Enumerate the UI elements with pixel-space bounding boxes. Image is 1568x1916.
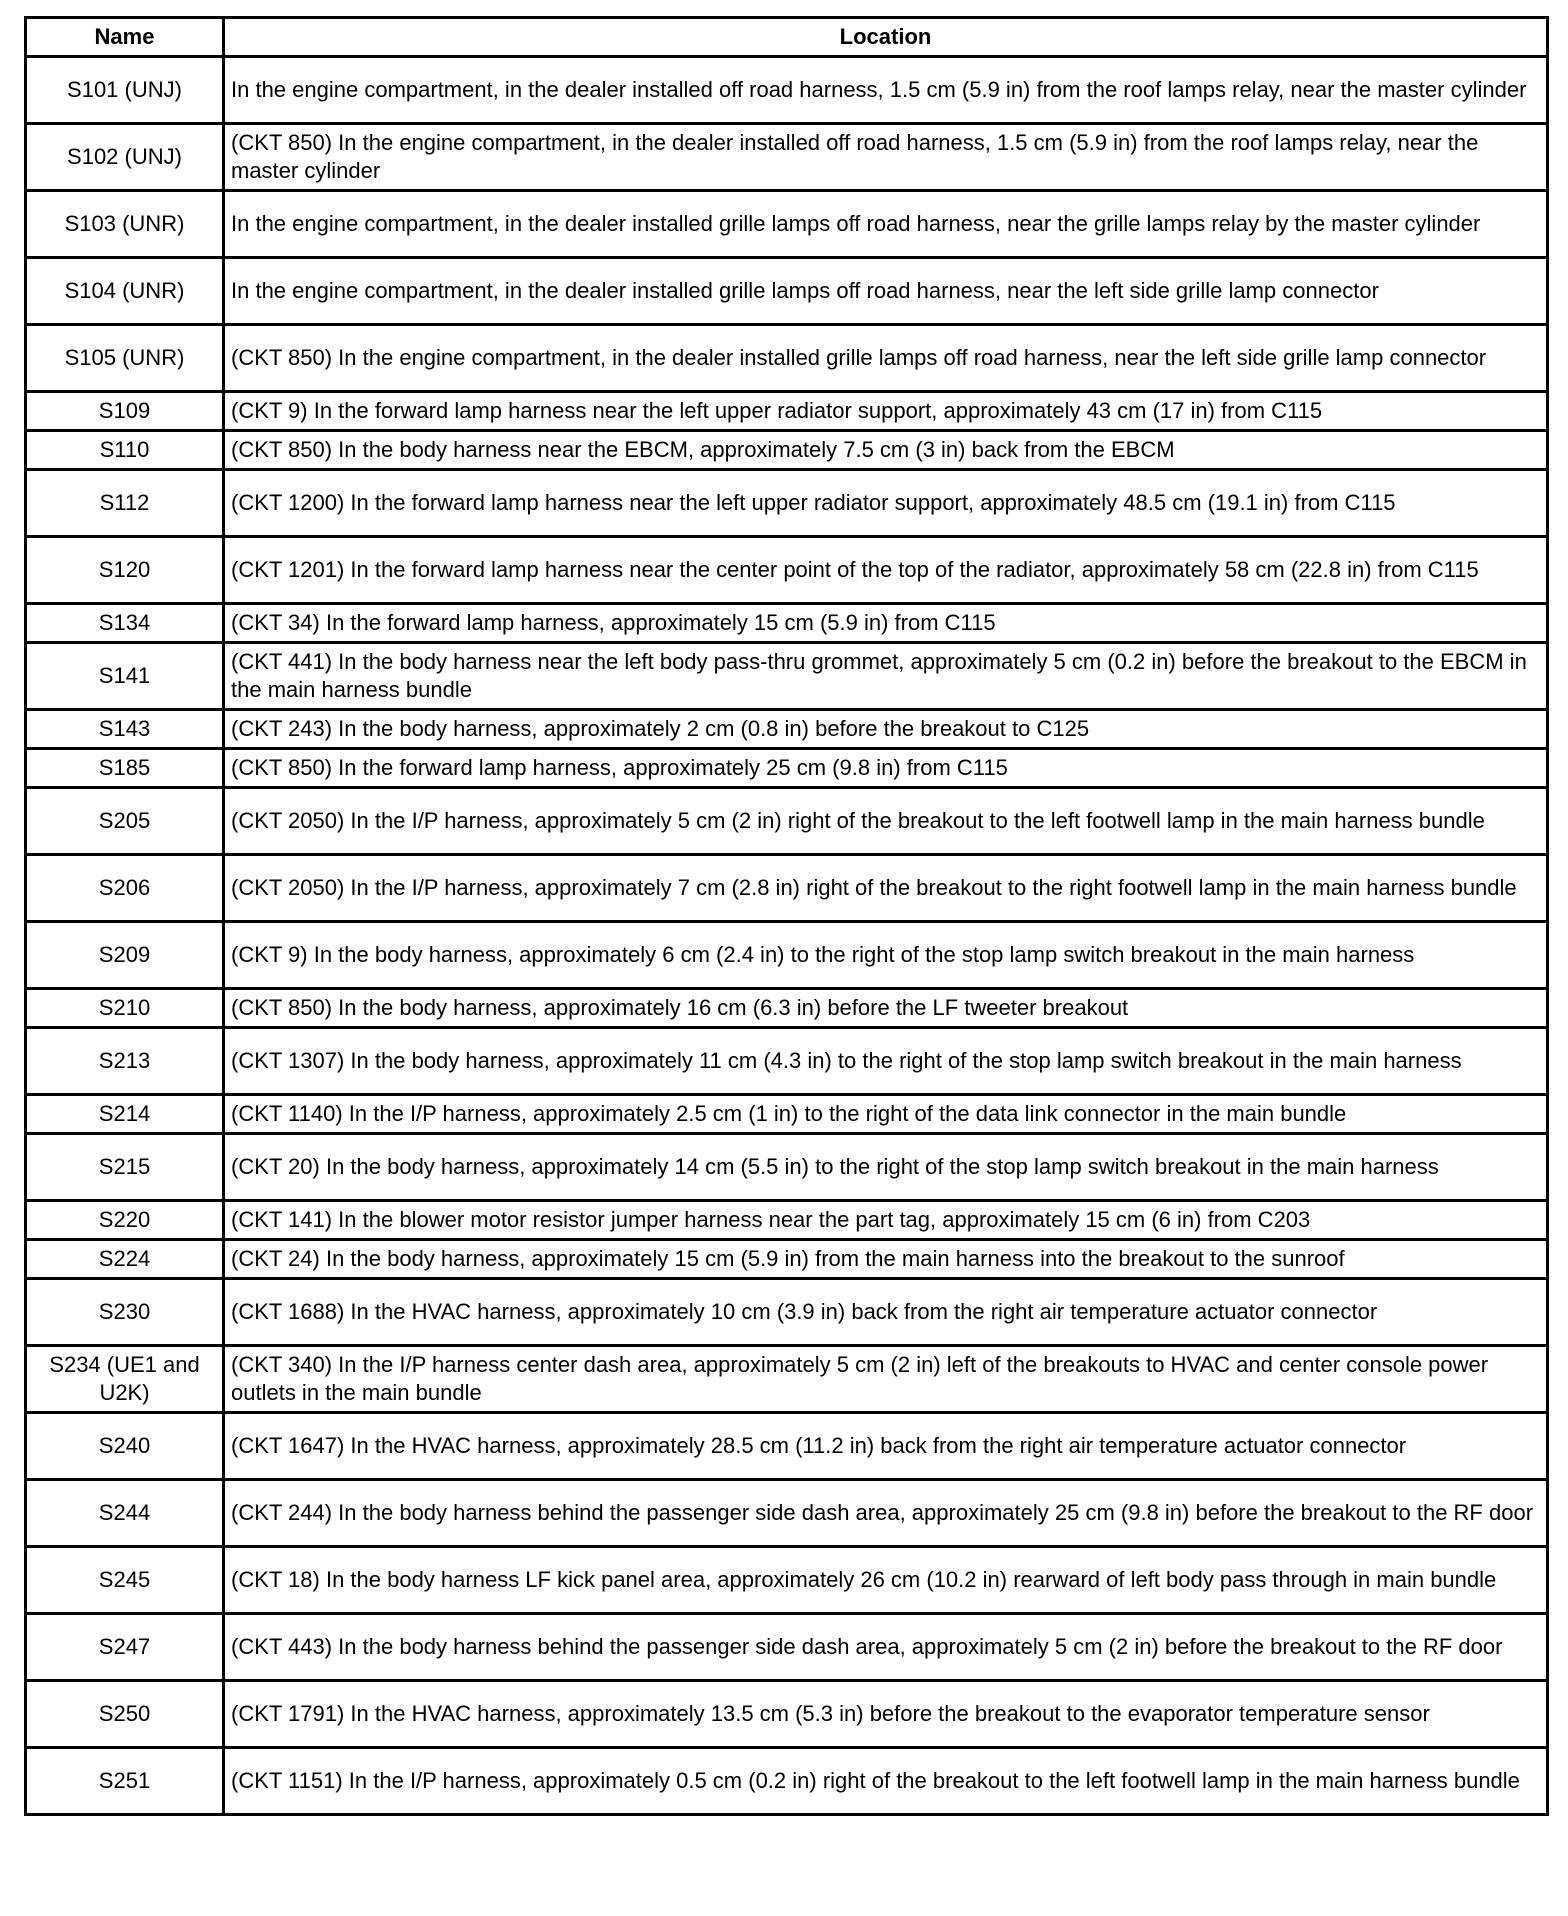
table-row [26, 1240, 1548, 1279]
splice-name: S112 [26, 470, 224, 537]
splice-location: (CKT 1140) In the I/P harness, approximately 2.5 cm (1 in) to the right of the data link connector in the main bundle [224, 1095, 1548, 1134]
table-row [26, 325, 1548, 392]
splice-name: S104 (UNR) [26, 258, 224, 325]
table-row [26, 922, 1548, 989]
splice-location: (CKT 243) In the body harness, approximately 2 cm (0.8 in) before the breakout to C125 [224, 710, 1548, 749]
splice-location: (CKT 244) In the body harness behind the passenger side dash area, approximately 25 cm (9.8 in) before the breakout to the RF door [224, 1480, 1548, 1547]
splice-name: S213 [26, 1028, 224, 1095]
splice-name: S247 [26, 1614, 224, 1681]
table-row [26, 1681, 1548, 1748]
table-row [26, 1201, 1548, 1240]
table-row [26, 1480, 1548, 1547]
splice-location: (CKT 2050) In the I/P harness, approximately 5 cm (2 in) right of the breakout to the left footwell lamp in the main harness bundle [224, 788, 1548, 855]
splice-location: (CKT 850) In the body harness, approximately 16 cm (6.3 in) before the LF tweeter breakout [224, 989, 1548, 1028]
table-row [26, 1028, 1548, 1095]
table-row [26, 1413, 1548, 1480]
document-page [24, 16, 1546, 1816]
splice-location: In the engine compartment, in the dealer installed off road harness, 1.5 cm (5.9 in) from the roof lamps relay, near the master cylinder [224, 57, 1548, 124]
table-row [26, 124, 1548, 191]
splice-name: S134 [26, 604, 224, 643]
splice-name: S205 [26, 788, 224, 855]
table-row [26, 749, 1548, 788]
splice-name: S220 [26, 1201, 224, 1240]
table-row [26, 431, 1548, 470]
splice-location: (CKT 441) In the body harness near the left body pass-thru grommet, approximately 5 cm (0.2 in) before the breakout to the EBCM in the main harness bundle [224, 643, 1548, 710]
splice-location: (CKT 850) In the engine compartment, in the dealer installed grille lamps off road harness, near the left side grille lamp connector [224, 325, 1548, 392]
column-header-name: Name [26, 18, 224, 57]
splice-name: S234 (UE1 and U2K) [26, 1346, 224, 1413]
splice-location: (CKT 340) In the I/P harness center dash area, approximately 5 cm (2 in) left of the breakouts to HVAC and center console power outlets in the main bundle [224, 1346, 1548, 1413]
splice-name: S215 [26, 1134, 224, 1201]
splice-location: In the engine compartment, in the dealer installed grille lamps off road harness, near the grille lamps relay by the master cylinder [224, 191, 1548, 258]
splice-location-table [24, 16, 1549, 1816]
splice-location: (CKT 1200) In the forward lamp harness near the left upper radiator support, approximately 48.5 cm (19.1 in) from C115 [224, 470, 1548, 537]
splice-name: S143 [26, 710, 224, 749]
table-row [26, 604, 1548, 643]
splice-name: S240 [26, 1413, 224, 1480]
splice-location: (CKT 1688) In the HVAC harness, approximately 10 cm (3.9 in) back from the right air temperature actuator connector [224, 1279, 1548, 1346]
table-row [26, 710, 1548, 749]
splice-location: (CKT 24) In the body harness, approximately 15 cm (5.9 in) from the main harness into the breakout to the sunroof [224, 1240, 1548, 1279]
table-row [26, 57, 1548, 124]
splice-location: (CKT 850) In the forward lamp harness, approximately 25 cm (9.8 in) from C115 [224, 749, 1548, 788]
splice-location: (CKT 1307) In the body harness, approximately 11 cm (4.3 in) to the right of the stop lamp switch breakout in the main harness [224, 1028, 1548, 1095]
splice-location: (CKT 850) In the engine compartment, in the dealer installed off road harness, 1.5 cm (5.9 in) from the roof lamps relay, near the master cylinder [224, 124, 1548, 191]
table-row [26, 470, 1548, 537]
table-row [26, 1134, 1548, 1201]
splice-name: S110 [26, 431, 224, 470]
table-row [26, 1547, 1548, 1614]
splice-location: (CKT 1647) In the HVAC harness, approximately 28.5 cm (11.2 in) back from the right air temperature actuator connector [224, 1413, 1548, 1480]
table-row [26, 1279, 1548, 1346]
splice-name: S244 [26, 1480, 224, 1547]
table-row [26, 989, 1548, 1028]
splice-location: (CKT 9) In the body harness, approximately 6 cm (2.4 in) to the right of the stop lamp switch breakout in the main harness [224, 922, 1548, 989]
table-row [26, 1346, 1548, 1413]
splice-location: (CKT 2050) In the I/P harness, approximately 7 cm (2.8 in) right of the breakout to the right footwell lamp in the main harness bundle [224, 855, 1548, 922]
splice-name: S185 [26, 749, 224, 788]
splice-location: (CKT 1151) In the I/P harness, approximately 0.5 cm (0.2 in) right of the breakout to the left footwell lamp in the main harness bundle [224, 1748, 1548, 1815]
splice-location: (CKT 18) In the body harness LF kick panel area, approximately 26 cm (10.2 in) rearward of left body pass through in main bundle [224, 1547, 1548, 1614]
splice-name: S209 [26, 922, 224, 989]
splice-location: (CKT 1201) In the forward lamp harness near the center point of the top of the radiator, approximately 58 cm (22.8 in) from C115 [224, 537, 1548, 604]
splice-location: (CKT 850) In the body harness near the EBCM, approximately 7.5 cm (3 in) back from the EBCM [224, 431, 1548, 470]
splice-name: S224 [26, 1240, 224, 1279]
table-row [26, 788, 1548, 855]
splice-location: (CKT 141) In the blower motor resistor jumper harness near the part tag, approximately 15 cm (6 in) from C203 [224, 1201, 1548, 1240]
splice-location: (CKT 20) In the body harness, approximately 14 cm (5.5 in) to the right of the stop lamp switch breakout in the main harness [224, 1134, 1548, 1201]
splice-name: S214 [26, 1095, 224, 1134]
table-row [26, 537, 1548, 604]
splice-name: S206 [26, 855, 224, 922]
table-row [26, 1748, 1548, 1815]
column-header-location: Location [224, 18, 1548, 57]
table-row [26, 855, 1548, 922]
table-row [26, 1095, 1548, 1134]
splice-name: S251 [26, 1748, 224, 1815]
splice-name: S245 [26, 1547, 224, 1614]
splice-location: (CKT 443) In the body harness behind the passenger side dash area, approximately 5 cm (2 in) before the breakout to the RF door [224, 1614, 1548, 1681]
splice-location: (CKT 9) In the forward lamp harness near the left upper radiator support, approximately 43 cm (17 in) from C115 [224, 392, 1548, 431]
splice-name: S105 (UNR) [26, 325, 224, 392]
splice-location: (CKT 34) In the forward lamp harness, approximately 15 cm (5.9 in) from C115 [224, 604, 1548, 643]
splice-name: S109 [26, 392, 224, 431]
splice-location: In the engine compartment, in the dealer installed grille lamps off road harness, near the left side grille lamp connector [224, 258, 1548, 325]
table-row [26, 191, 1548, 258]
splice-name: S120 [26, 537, 224, 604]
splice-name: S210 [26, 989, 224, 1028]
splice-name: S101 (UNJ) [26, 57, 224, 124]
splice-name: S103 (UNR) [26, 191, 224, 258]
table-row [26, 258, 1548, 325]
table-row [26, 392, 1548, 431]
splice-name: S102 (UNJ) [26, 124, 224, 191]
table-header-row [26, 18, 1548, 57]
splice-location: (CKT 1791) In the HVAC harness, approximately 13.5 cm (5.3 in) before the breakout to the evaporator temperature sensor [224, 1681, 1548, 1748]
table-row [26, 1614, 1548, 1681]
splice-name: S230 [26, 1279, 224, 1346]
splice-name: S141 [26, 643, 224, 710]
splice-name: S250 [26, 1681, 224, 1748]
table-row [26, 643, 1548, 710]
